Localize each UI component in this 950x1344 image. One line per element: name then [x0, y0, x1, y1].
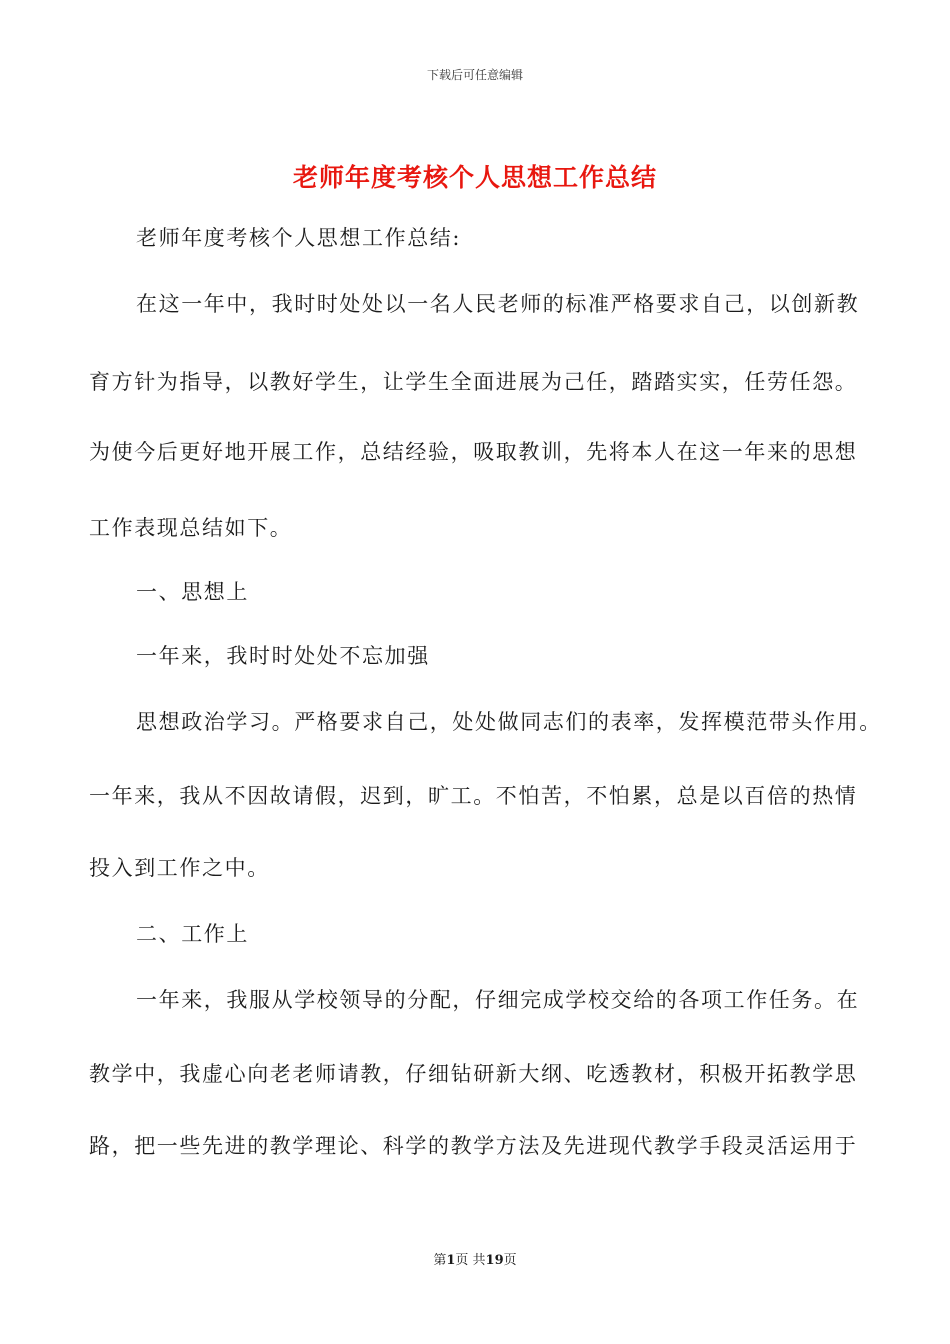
paragraph-line: 为使今后更好地开展工作，总结经验，吸取教训，先将本人在这一年来的思想: [89, 440, 858, 464]
footer-middle: 页 共: [455, 1253, 486, 1268]
document-title: 老师年度考核个人思想工作总结: [292, 163, 657, 192]
paragraph-line: 工作表现总结如下。: [89, 516, 293, 540]
paragraph-line: 教学中，我虚心向老老师请教，仔细钻研新大纲、吃透教材，积极开拓教学思: [89, 1062, 858, 1086]
paragraph-line: 在这一年中，我时时处处以一名人民老师的标准严格要求自己，以创新教: [136, 292, 860, 316]
paragraph-line: 一年来，我服从学校领导的分配，仔细完成学校交给的各项工作任务。在: [136, 988, 860, 1012]
paragraph-line: 投入到工作之中。: [89, 856, 270, 880]
paragraph-line: 思想政治学习。严格要求自己，处处做同志们的表率，发挥模范带头作用。: [136, 710, 882, 734]
footer-prefix: 第: [433, 1253, 447, 1268]
paragraph-line: 一年来，我时时处处不忘加强: [136, 644, 430, 668]
paragraph-line: 育方针为指导，以教好学生，让学生全面进展为己任，踏踏实实，任劳任怨。: [89, 370, 858, 394]
footer-suffix: 页: [503, 1253, 517, 1268]
current-page-number: 1: [446, 1253, 456, 1268]
header-note: 下载后可任意编辑: [426, 68, 523, 82]
paragraph-line: 老师年度考核个人思想工作总结:: [136, 226, 462, 250]
section-heading: 一、思想上: [136, 580, 249, 604]
section-heading: 二、工作上: [136, 922, 249, 946]
total-pages-number: 19: [485, 1253, 504, 1268]
page-footer: [0, 1249, 950, 1268]
paragraph-line: 一年来，我从不因故请假，迟到，旷工。不怕苦，不怕累，总是以百倍的热情: [89, 784, 858, 808]
paragraph-line: 路，把一些先进的教学理论、科学的教学方法及先进现代教学手段灵活运用于: [89, 1134, 858, 1158]
